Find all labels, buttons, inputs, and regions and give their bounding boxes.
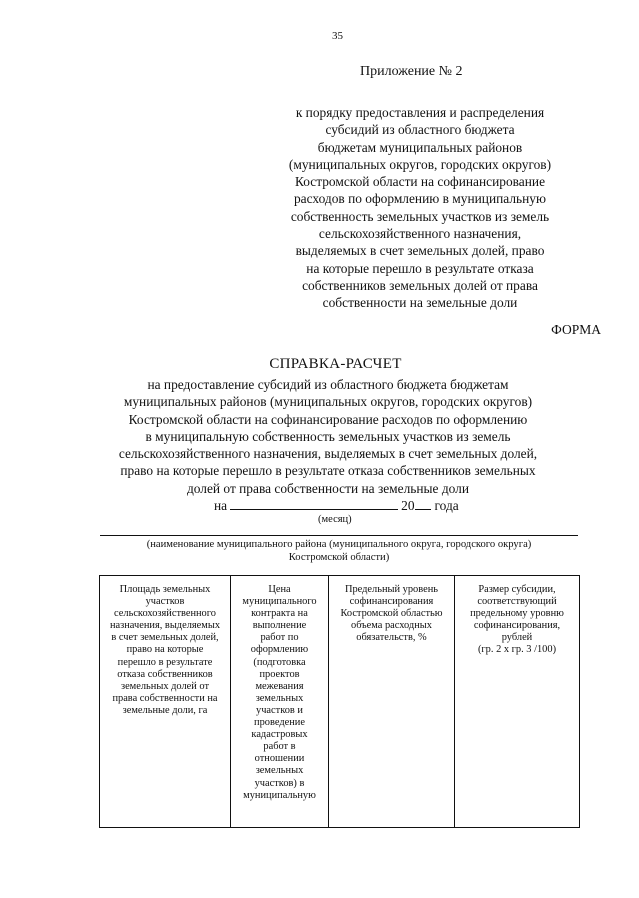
cell-line: сельскохозяйственного xyxy=(114,608,216,620)
subtitle-line: долей от права собственности на земельные доли xyxy=(186,480,470,496)
cell-line: проектов xyxy=(259,668,300,680)
cell-line: соответствующий xyxy=(477,596,557,608)
year-suffix: года xyxy=(434,498,459,513)
cell-line: оформлению xyxy=(250,644,309,656)
appendix-line: расходов по оформлению в муниципальную xyxy=(293,191,546,207)
cell-line: отказа собственников xyxy=(117,668,213,680)
district-caption xyxy=(100,538,578,564)
cell-line: (гр. 2 x гр. 3 /100) xyxy=(477,644,557,656)
cell-line: контракта на xyxy=(251,608,308,620)
cell-line: обязательств, % xyxy=(356,632,427,644)
appendix-line: Костромской области на софинансирование xyxy=(294,174,546,190)
appendix-line: бюджетам муниципальных районов xyxy=(317,139,523,155)
cell-line: земельных xyxy=(255,692,304,704)
cell-line: перешло в результате xyxy=(117,656,213,668)
column-header-area xyxy=(100,576,231,828)
form-label: ФОРМА xyxy=(551,322,601,337)
cell-line: предельному уровню xyxy=(470,608,564,620)
cell-line: земельные доли, га xyxy=(122,704,208,716)
cell-line: выполнение xyxy=(252,620,307,632)
column-header-cofinancing-level xyxy=(329,576,455,828)
cell-line: Предельный уровень xyxy=(344,584,439,595)
table-header-row xyxy=(100,576,580,828)
cell-line: муниципального xyxy=(242,596,317,608)
cell-line: в счет земельных долей, xyxy=(111,632,219,644)
column-header-price xyxy=(231,576,329,828)
month-blank-field[interactable] xyxy=(230,497,398,510)
cell-line: проведение xyxy=(254,717,305,729)
cell-line: земельных долей от xyxy=(120,680,210,692)
appendix-line: субсидий из областного бюджета xyxy=(325,122,515,138)
cell-line: Костромской областью xyxy=(340,608,443,620)
appendix-line: (муниципальных округов, городских округов) xyxy=(288,156,552,172)
cell-line: Площадь земельных xyxy=(119,584,211,595)
cell-line: отношении xyxy=(254,753,305,765)
district-caption-line: Костромской области) xyxy=(288,552,390,563)
cell-line: муниципальную xyxy=(243,789,316,801)
calculation-table xyxy=(99,575,580,828)
appendix-title: Приложение № 2 xyxy=(360,64,463,79)
subtitle-line: право на которые перешло в результате отказа собственников земельных xyxy=(120,463,536,479)
date-row xyxy=(214,497,459,514)
subtitle-line: на предоставление субсидий из областного бюджета бюджетам xyxy=(147,377,509,392)
subtitle-line: Костромской области на софинансирование расходов по оформлению xyxy=(128,411,528,427)
date-prefix: на xyxy=(214,498,228,513)
appendix-line: выделяемых в счет земельных долей, право xyxy=(295,243,545,259)
year-blank-field[interactable] xyxy=(415,497,431,510)
cell-line: назначения, выделяемых xyxy=(109,620,221,632)
cell-line: рублей xyxy=(501,632,533,644)
column-header-subsidy-amount xyxy=(455,576,580,828)
cell-line: участков) в xyxy=(254,777,305,789)
month-caption: (месяц) xyxy=(318,514,352,525)
cell-line: межевания xyxy=(255,680,304,692)
subtitle-line: в муниципальную собственность земельных участков из земель xyxy=(145,428,511,444)
cell-line: Размер субсидии, xyxy=(478,584,556,595)
appendix-description xyxy=(270,104,570,312)
cell-line: (подготовка xyxy=(253,656,306,668)
cell-line: софинансирования xyxy=(349,596,434,608)
cell-line: работ по xyxy=(260,632,299,644)
cell-line: объема расходных xyxy=(351,620,432,632)
appendix-line: собственности на земельные доли xyxy=(322,295,518,311)
appendix-line: сельскохозяйственного назначения, xyxy=(318,226,522,242)
district-name-line[interactable] xyxy=(100,535,578,536)
document-title: СПРАВКА-РАСЧЕТ xyxy=(269,356,402,372)
appendix-line: к порядку предоставления и распределения xyxy=(295,105,545,120)
subtitle-line: муниципальных районов (муниципальных округов, городских округов) xyxy=(123,394,533,410)
appendix-line: собственников земельных долей от права xyxy=(302,277,538,293)
cell-line: Цена xyxy=(268,584,291,595)
cell-line: участков и xyxy=(256,704,303,716)
subtitle-line: сельскохозяйственного назначения, выделяемых в счет земельных долей, xyxy=(118,446,538,462)
cell-line: софинансирования, xyxy=(473,620,561,632)
cell-line: право на которые xyxy=(126,644,204,656)
document-subtitle xyxy=(60,376,596,497)
district-caption-line: (наименование муниципального района (муниципального округа, городского округа) xyxy=(146,539,532,550)
appendix-line: на которые перешло в результате отказа xyxy=(306,260,534,276)
page-number: 35 xyxy=(332,30,343,42)
cell-line: работ в xyxy=(263,741,296,753)
appendix-line: собственность земельных участков из земель xyxy=(290,208,550,224)
year-prefix: 20 xyxy=(401,498,415,513)
cell-line: кадастровых xyxy=(251,729,308,741)
cell-line: участков xyxy=(145,596,185,608)
cell-line: права собственности на xyxy=(112,692,218,704)
cell-line: земельных xyxy=(255,765,304,777)
